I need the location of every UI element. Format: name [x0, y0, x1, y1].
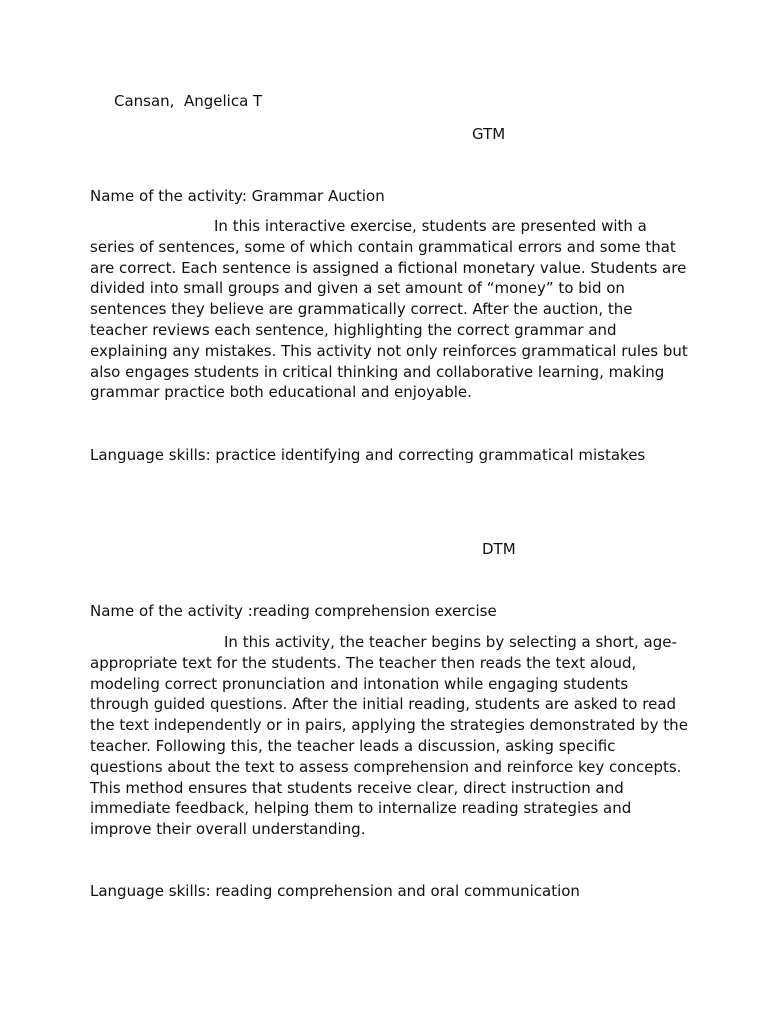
author-name: Cansan, Angelica T [114, 92, 263, 110]
section-heading-gtm: GTM [472, 125, 506, 143]
activity-description-grammar-auction: In this interactive exercise, students are presented with a series of sentences, some of which contain grammatical errors and some that are correct. Each sentence is assigned a fictional monetary value. Students are divided into small groups and given a set amount of “money” to bid on sentences they believe are grammatically correct. After the auction, the teacher reviews each sentence, highlighting the correct grammar and explaining any mistakes. This activity not only reinforces grammatical rules but also engages students in critical thinking and collaborative learning, making grammar practice both educational and enjoyable. [90, 217, 688, 402]
activity-name-grammar-auction: Name of the activity: Grammar Auction [90, 187, 385, 205]
activity-description-reading-comprehension: In this activity, the teacher begins by selecting a short, age-appropriate text for the students. The teacher then reads the text aloud, modeling correct pronunciation and intonation while engaging students through guided questions. After the initial reading, students are asked to read the text independently or in pairs, applying the strategies demonstrated by the teacher. Following this, the teacher leads a discussion, asking specific questions about the text to assess comprehension and reinforce key concepts. This method ensures that students receive clear, direct instruction and immediate feedback, helping them to internalize reading strategies and improve their overall understanding. [90, 633, 688, 839]
language-skills-reading: Language skills: reading comprehension and oral communication [90, 882, 580, 900]
section-heading-dtm: DTM [482, 540, 516, 558]
language-skills-grammar: Language skills: practice identifying and correcting grammatical mistakes [90, 446, 646, 464]
activity-name-reading-comprehension: Name of the activity :reading comprehension exercise [90, 602, 497, 620]
